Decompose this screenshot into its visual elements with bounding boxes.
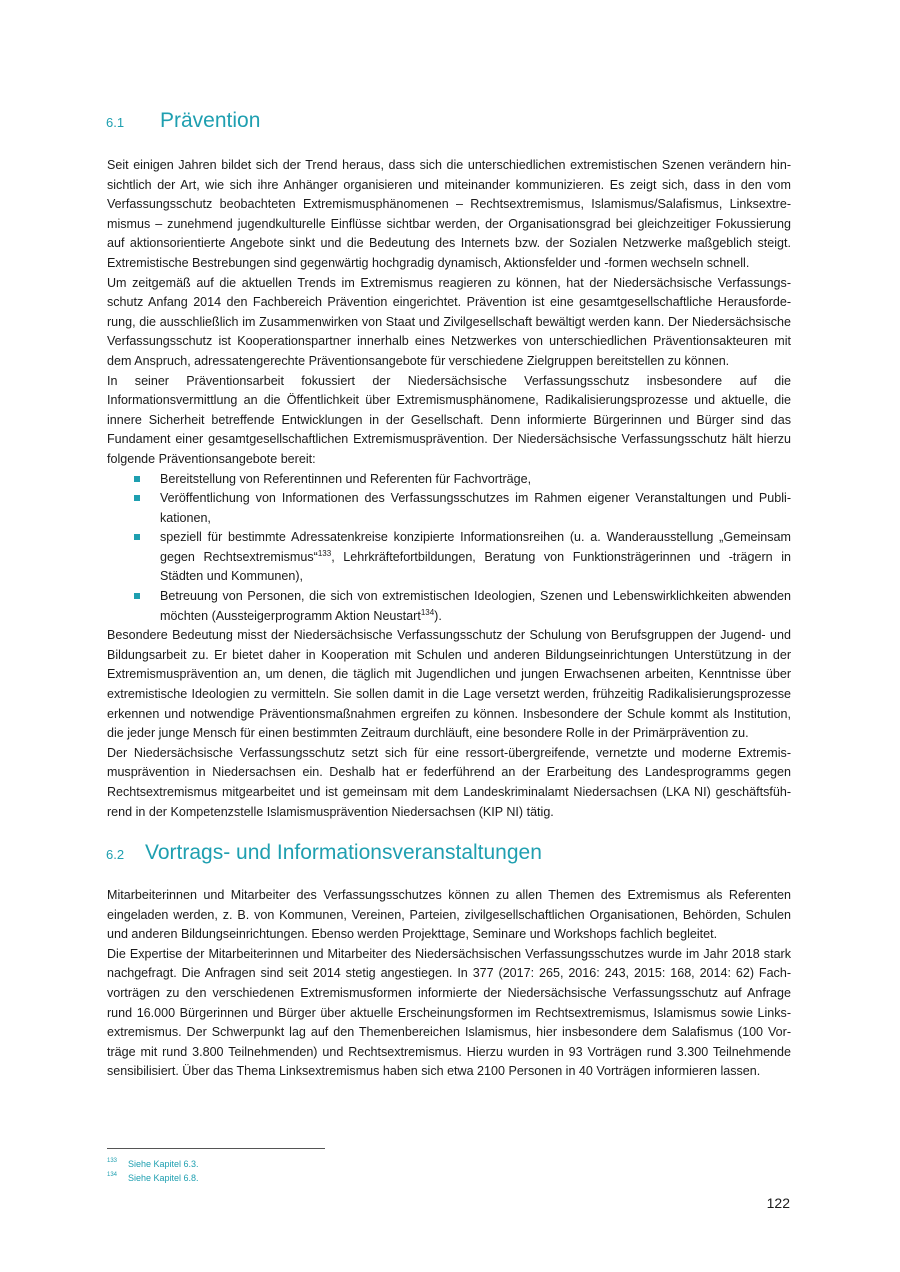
bullet-square-icon	[134, 593, 140, 599]
paragraph: Besondere Bedeutung misst der Niedersächsische Verfassungsschutz der Schulung von Berufsgruppen der Jugend- und Bildungsarbeit zu. Er bietet daher in Kooperation mit Schulen und anderen Bildungseinrichtungen Unterstützung in der Extremismusprävention an, um denen, die täglich mit Jugendlichen und jungen Erwachsenen arbeiten, Kenntnisse über extremistische Ideologien zu vermitteln. Sie sollen damit in die Lage versetzt werden, frühzeitig Radikalisierungsprozesse erkennen und notwendige Präventionsmaßnahmen ergreifen zu können. Insbesondere der Schule kommt als Institution, die jeder junge Mensch für einen bestimmten Zeitraum durchläuft, eine besondere Rolle in der Primärprävention zu.	[107, 628, 791, 741]
bullet-square-icon	[134, 534, 140, 540]
footnote-number: 134	[107, 1172, 118, 1178]
paragraph: Um zeitgemäß auf die aktuellen Trends im Extremismus reagieren zu können, hat der Niedersächsische Verfassungsschutz Anfang 2014 den Fachbereich Prävention eingerichtet. Prävention ist eine gesamtgesellschaftliche Herausforderung, die ausschließlich im Zusammenwirken von Staat und Zivilgesellschaft bewältigt werden kann. Der Niedersächsische Verfassungsschutz ist Kooperationspartner innerhalb eines Netzwerkes von unterschiedlichen Präventionsakteuren mit dem Anspruch, adressatengerechte Präventionsangebote für verschiedene Zielgruppen bereitstellen zu können.	[107, 275, 791, 368]
paragraph: In seiner Präventionsarbeit fokussiert der Niedersächsische Verfassungsschutz insbesondere auf die Informationsvermittlung an die Öffentlichkeit über Extremismusphänomene, Radikalisierungsprozesse und aktuelle, die innere Sicherheit betreffende Entwicklungen in der Gesellschaft. Denn informierte Bürgerinnen und Bürger sind das Fundament einer gesamtgesellschaftlichen Extremismusprävention. Der Niedersächsische Verfassungsschutz hält hierzu folgende Präventionsangebote bereit:	[107, 373, 791, 466]
footnotes	[107, 1157, 199, 1185]
paragraph: Der Niedersächsische Verfassungsschutz setzt sich für eine ressort-übergreifende, vernetzte und moderne Extremismusprävention in Niedersachsen ein. Deshalb hat er federführend an der Erarbeitung des Landesprogramms gegen Rechtsextremismus mitgearbeitet und ist gemeinsam mit dem Landeskriminalamt Niedersachsen (LKA NI) geschäftsführend in der Kompetenzstelle Islamismusprävention Niedersachsen (KIP NI) tätig.	[107, 745, 791, 819]
section-title: Vortrags- und Informationsveranstaltungen	[145, 841, 542, 864]
footnote-ref[interactable]: 133	[317, 548, 332, 558]
section-body-6-1	[107, 156, 791, 822]
section-body-6-2	[107, 886, 791, 1082]
section-number: 6.1	[106, 115, 125, 130]
list-item: Veröffentlichung von Informationen des Verfassungsschutzes im Rahmen eigener Veranstaltungen und Publikationen,	[107, 489, 791, 528]
footnote-divider	[107, 1148, 325, 1149]
footnote-text: Siehe Kapitel 6.8.	[128, 1173, 199, 1183]
list-item: speziell für bestimmte Adressatenkreise konzipierte Informationsreihen (u. a. Wanderausstellung „Gemeinsam gegen Rechtsextremismus“$^{133}$, Lehrkräftefortbildungen, Beratung von Funktionsträgerinnen und -trägern in Städten und Kommunen),	[107, 528, 791, 587]
paragraph: Die Expertise der Mitarbeiterinnen und Mitarbeiter des Niedersächsischen Verfassungsschutzes wurde im Jahr 2018 stark nachgefragt. Die Anfragen sind seit 2014 stetig angestiegen. In 377 (2017: 265, 2016: 243, 2015: 168, 2014: 62) Fachvorträgen zu den verschiedenen Extremismusformen informierte der Niedersächsische Verfassungsschutz auf Anfrage rund 16.000 Bürgerinnen und Bürger über aktuelle Erscheinungsformen im Rechtsextremismus, Islamismus sowie Linksextremismus. Der Schwerpunkt lag auf den Themenbereichen Islamismus, hier insbesondere dem Salafismus (100 Vorträge mit rund 3.800 Teilnehmenden) und Rechtsextremismus. Hierzu wurden in 93 Vorträgen rund 3.300 Teilnehmende sensibilisiert. Über das Thema Linksextremismus haben sich etwa 2100 Personen in 40 Vorträgen informieren lassen.	[107, 946, 791, 1079]
section-title: Prävention	[160, 109, 261, 132]
paragraph: Mitarbeiterinnen und Mitarbeiter des Verfassungsschutzes können zu allen Themen des Extremismus als Referenten eingeladen werden, z. B. von Kommunen, Vereinen, Parteien, zivilgesellschaftlichen Organisationen, Behörden, Schulen und anderen Bildungseinrichtungen. Ebenso werden Projekttage, Seminare und Workshops fachlich begleitet.	[107, 888, 791, 942]
paragraph: Seit einigen Jahren bildet sich der Trend heraus, dass sich die unterschiedlichen extremistischen Szenen verändern hinsichtlich der Art, wie sich ihre Anhänger organisieren und miteinander kommunizieren. Es zeigt sich, dass in den vom Verfassungsschutz beobachteten Extremismusphänomenen – Rechtsextremismus, Islamismus/Salafismus, Linksextremismus – zunehmend jugendkulturelle Einflüsse sichtbar werden, der Organisationsgrad bei gleichzeitiger Fokussierung auf aktionsorientierte Angebote sinkt und die Bedeutung des Internets bzw. der Sozialen Netzwerke maßgeblich steigt. Extremistische Bestrebungen sind gegenwärtig hochgradig dynamisch, Aktionsfelder und -formen wechseln schnell.	[107, 158, 791, 270]
footnote-text: Siehe Kapitel 6.3.	[128, 1159, 199, 1169]
footnote-ref[interactable]: 134	[420, 607, 435, 617]
bullet-square-icon	[134, 476, 140, 482]
bullet-square-icon	[134, 495, 140, 501]
page-number: 122	[766, 1195, 790, 1211]
section-heading-6-1	[106, 106, 260, 134]
list-item: Betreuung von Personen, die sich von extremistischen Ideologien, Szenen und Lebenswirklichkeiten abwenden möchten (Aussteigerprogramm Aktion Neustart$^{134}$).	[107, 587, 791, 626]
section-number: 6.2	[106, 847, 125, 862]
list-item: Bereitstellung von Referentinnen und Referenten für Fachvorträge,	[107, 470, 791, 490]
section-heading-6-2	[106, 838, 542, 866]
prevention-offers-list	[107, 470, 791, 627]
footnote	[107, 1157, 199, 1171]
footnote	[107, 1171, 199, 1185]
footnote-number: 133	[107, 1158, 118, 1164]
